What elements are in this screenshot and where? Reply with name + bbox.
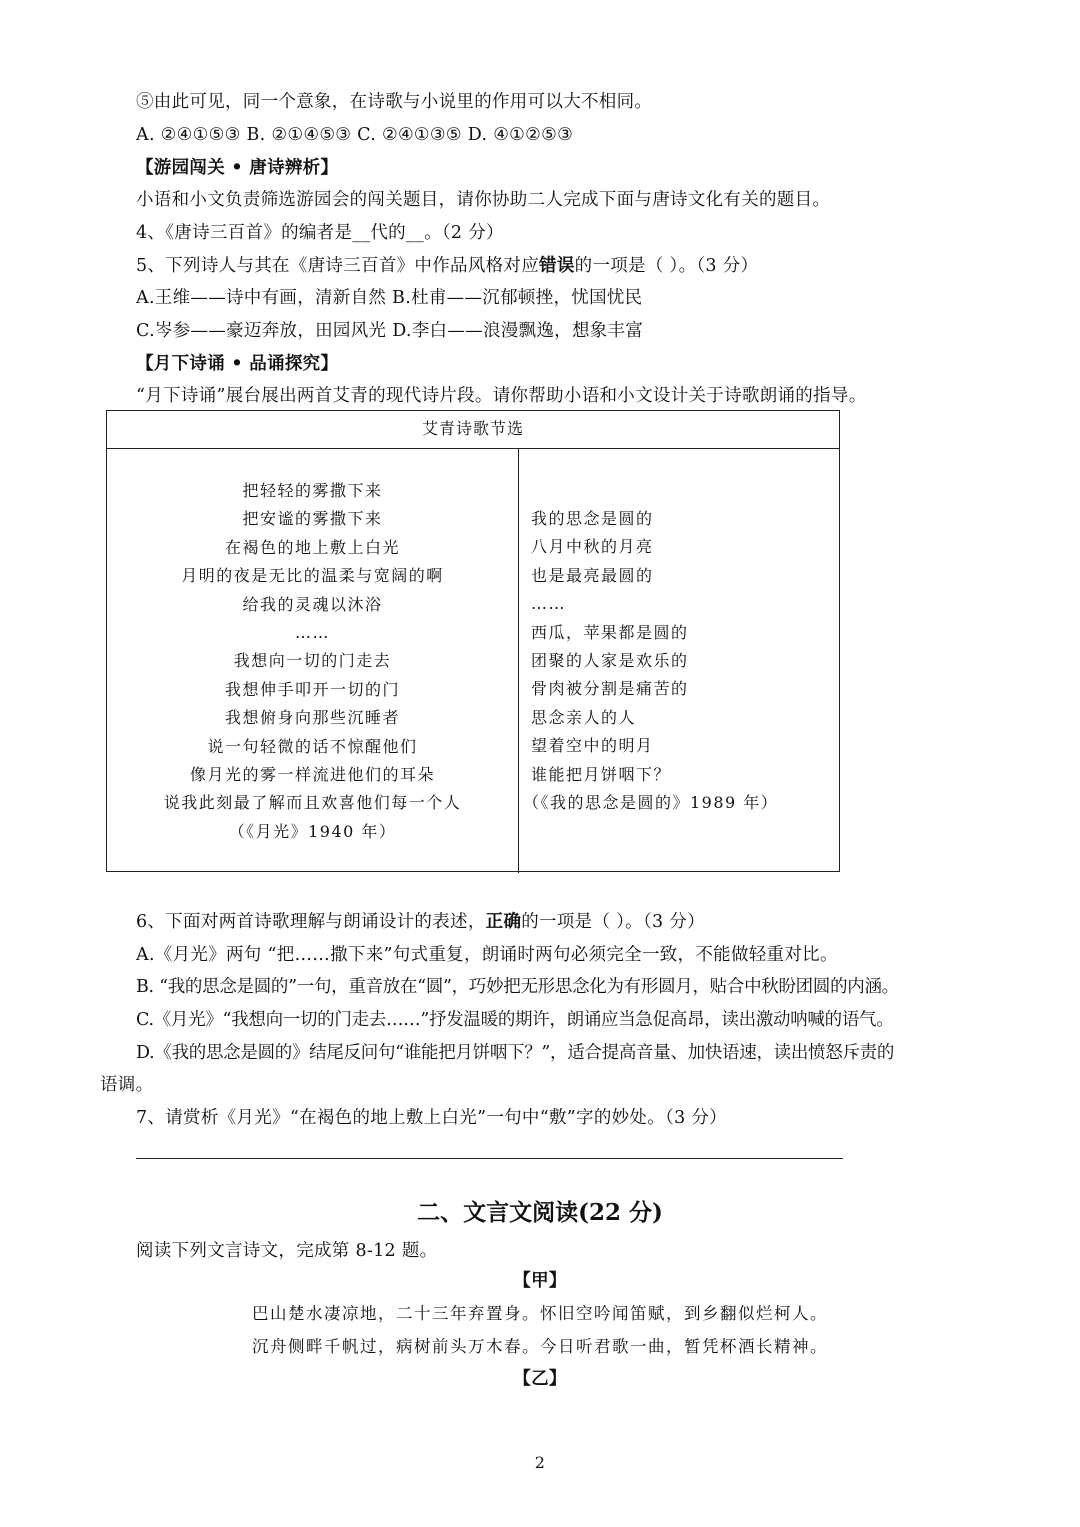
question-6-option-b: B. “我的思念是圆的”一句，重音放在“圆”，巧妙把无形思念化为有形圆月，贴合中秋盼团圆的内涵。: [136, 977, 899, 997]
answer-line: [136, 1158, 843, 1159]
passage-label-yi: 【乙】: [513, 1369, 567, 1389]
passage-label-jia: 【甲】: [513, 1271, 567, 1291]
section-intro-yuexia: “月下诗诵”展台展出两首艾青的现代诗片段。请你帮助小语和小文设计关于诗歌朗诵的指导。: [136, 386, 867, 406]
question-5: [136, 254, 758, 278]
poem-jia-line-2: 沉舟侧畔千帆过，病树前头万木春。今日听君歌一曲，暂凭杯酒长精神。: [252, 1337, 828, 1356]
poem-line: 我想俯身向那些沉睡者: [224, 708, 400, 728]
poem-source: （《月光》1940 年）: [228, 821, 397, 841]
section-intro-youyuan: 小语和小文负责筛选游园会的闯关题目，请你协助二人完成下面与唐诗文化有关的题目。: [136, 190, 831, 210]
section-2-intro: 阅读下列文言诗文，完成第 8-12 题。: [136, 1241, 438, 1261]
poem-line: 我想伸手叩开一切的门: [224, 679, 400, 699]
question-6-option-c: C.《月光》“我想向一切的门走去……”抒发温暖的期许，朗诵应当急促高昂，读出激动呐喊的语气。: [136, 1010, 894, 1030]
poem-line: 团聚的人家是欢乐的: [531, 650, 689, 670]
poem-line: 望着空中的明月: [531, 736, 654, 756]
poem-line: 在褐色的地上敷上白光: [224, 537, 400, 557]
item-5-line: ⑤由此可见，同一个意象，在诗歌与小说里的作用可以大不相同。: [136, 92, 653, 112]
poem-line: 骨肉被分割是痛苦的: [531, 679, 689, 699]
question-5-tail: 的一项是（ ）。（3 分）: [574, 256, 759, 276]
section-title-wenyanwen: 二、文言文阅读(22 分): [417, 1199, 663, 1226]
question-5-keyword: 错误: [539, 256, 575, 276]
poem-line: ……: [531, 594, 566, 614]
question-3-options: A. ②④①⑤③ B. ②①④⑤③ C. ②④①③⑤ D. ④①②⑤③: [136, 125, 574, 145]
poem-line: 把安谧的雾撒下来: [242, 509, 383, 529]
question-6-keyword: 正确: [485, 912, 522, 932]
poem-table: [106, 410, 840, 872]
question-6-stem: 6、下面对两首诗歌理解与朗诵设计的表述，: [136, 912, 486, 932]
poem-wodesinian: [523, 505, 831, 817]
question-6: [136, 910, 705, 934]
poem-line: 思念亲人的人: [531, 707, 637, 727]
poem-line: 像月光的雾一样流进他们的耳朵: [189, 764, 435, 784]
poem-table-header: 艾青诗歌节选: [107, 411, 839, 449]
poem-source: （《我的思念是圆的》1989 年）: [523, 792, 779, 812]
question-6-tail: 的一项是（ ）。（3 分）: [521, 912, 705, 932]
section-heading-yuexia: 【月下诗诵 • 品诵探究】: [136, 354, 339, 374]
question-5-options-ab: A.王维——诗中有画，清新自然 B.杜甫——沉郁顿挫，忧国忧民: [136, 288, 643, 308]
question-5-options-cd: C.岑参——豪迈奔放，田园风光 D.李白——浪漫飘逸，想象丰富: [136, 321, 644, 341]
poem-table-divider: [518, 449, 519, 873]
question-6-option-a: A.《月光》两句 “把……撒下来”句式重复，朗诵时两句必须完全一致，不能做轻重对比。: [136, 945, 838, 965]
poem-line: 月明的夜是无比的温柔与宽阔的啊: [181, 566, 444, 586]
poem-jia-line-1: 巴山楚水凄凉地，二十三年弃置身。怀旧空吟闻笛赋，到乡翻似烂柯人。: [252, 1304, 828, 1323]
question-7: 7、请赏析《月光》“在褐色的地上敷上白光”一句中“敷”字的妙处。（3 分）: [136, 1108, 727, 1128]
question-5-stem: 5、下列诗人与其在《唐诗三百首》中作品风格对应: [136, 256, 540, 276]
poem-line: 我的思念是圆的: [531, 509, 654, 528]
poem-line: 八月中秋的月亮: [531, 537, 654, 557]
question-6-option-d-cont: 语调。: [100, 1075, 154, 1095]
poem-line: 把轻轻的雾撒下来: [242, 481, 383, 500]
poem-line: 说我此刻最了解而且欢喜他们每一个人: [163, 793, 462, 813]
poem-line: 说一句轻微的话不惊醒他们: [207, 736, 418, 756]
poem-line: 给我的灵魂以沐浴: [242, 594, 383, 614]
poem-line: ……: [295, 622, 330, 642]
poem-line: 我想向一切的门走去: [233, 651, 392, 671]
poem-yueguang: [107, 477, 518, 846]
question-4: 4、《唐诗三百首》的编者是__代的__。（2 分）: [136, 223, 504, 243]
section-heading-youyuan: 【游园闯关 • 唐诗辨析】: [136, 158, 339, 178]
page-number: 2: [534, 1453, 546, 1472]
poem-line: 也是最亮最圆的: [531, 565, 654, 585]
poem-line: 谁能把月饼咽下？: [531, 764, 672, 784]
poem-line: 西瓜，苹果都是圆的: [531, 622, 689, 642]
question-6-option-d: D.《我的思念是圆的》结尾反问句“谁能把月饼咽下？”，适合提高音量、加快语速，读出愤怒斥责的: [136, 1043, 895, 1063]
